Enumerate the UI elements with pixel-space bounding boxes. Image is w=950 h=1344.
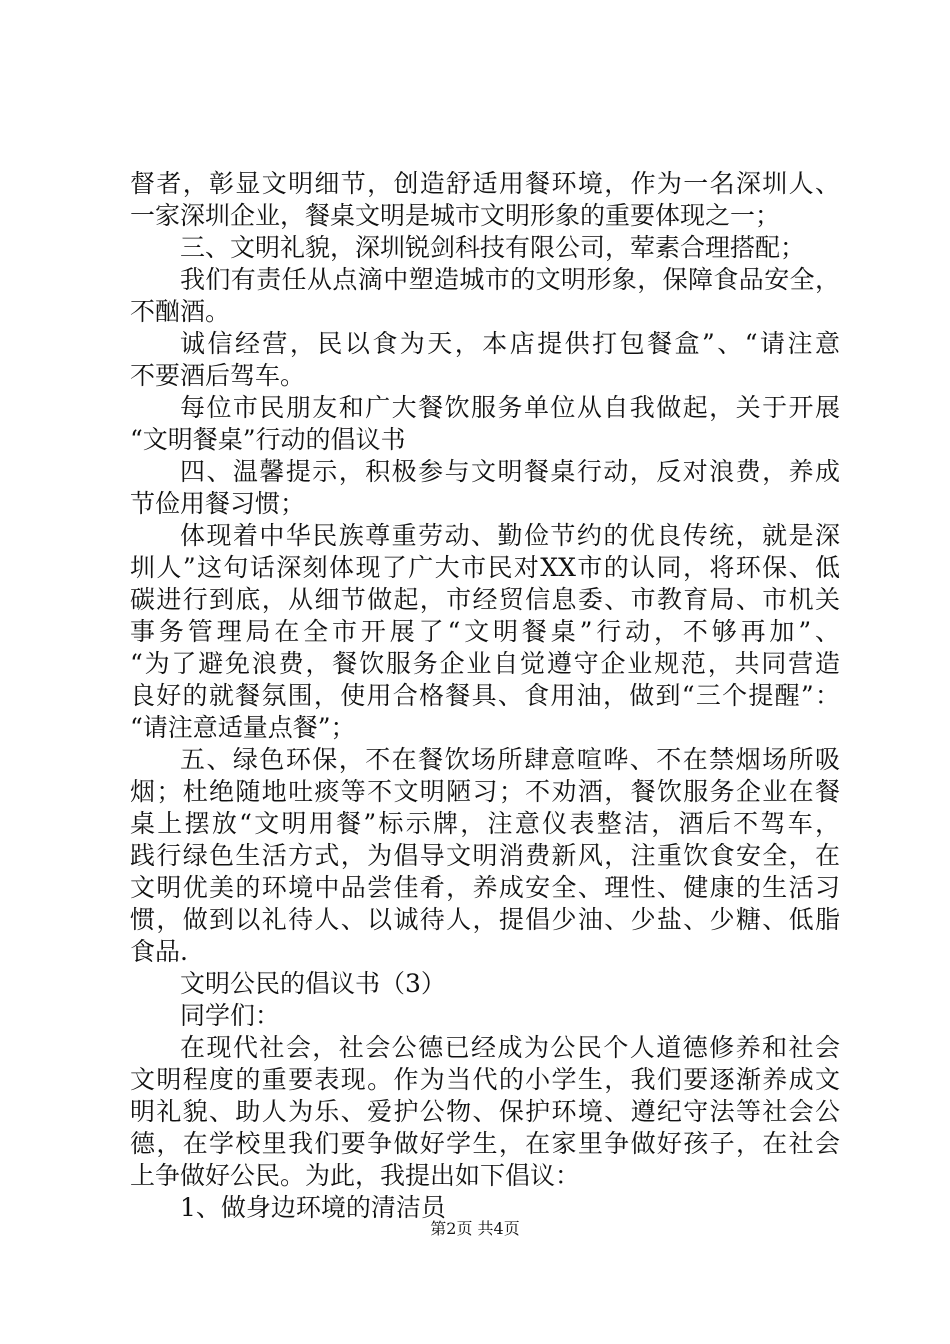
page-number-footer: 第2页 共4页 <box>430 1219 520 1238</box>
text-line: 明礼貌、助人为乐、爱护公物、保护环境、遵纪守法等社会公 <box>130 1097 840 1126</box>
text-line: 惯，做到以礼待人、以诚待人，提倡少油、少盐、少糖、低脂 <box>130 905 840 934</box>
text-line: 良好的就餐氛围，使用合格餐具、食用油，做到“三个提醒”： <box>130 681 840 710</box>
text-line: 不酗酒。 <box>130 297 231 326</box>
text-line: 不要酒后驾车。 <box>130 361 306 390</box>
text-line: 食品. <box>130 937 188 966</box>
section-heading: 文明公民的倡议书（3） <box>180 969 446 998</box>
text-line: 烟；杜绝随地吐痰等不文明陋习；不劝酒，餐饮服务企业在餐 <box>130 777 840 806</box>
text-line: 每位市民朋友和广大餐饮服务单位从自我做起，关于开展 <box>180 393 840 422</box>
list-item: 1、做身边环境的清洁员 <box>180 1193 446 1222</box>
text-line: 四、温馨提示，积极参与文明餐桌行动，反对浪费，养成 <box>180 457 840 486</box>
text-line: 上争做好公民。为此，我提出如下倡议： <box>130 1161 581 1190</box>
text-line: 督者，彰显文明细节，创造舒适用餐环境，作为一名深圳人、 <box>130 169 840 198</box>
document-body <box>130 168 840 1224</box>
text-line: “为了避免浪费，餐饮服务企业自觉遵守企业规范，共同营造 <box>130 649 840 678</box>
text-line: “文明餐桌”行动的倡议书 <box>130 425 406 454</box>
text-line: 三、文明礼貌，深圳锐剑科技有限公司，荤素合理搭配； <box>180 233 806 262</box>
text-line: 一家深圳企业，餐桌文明是城市文明形象的重要体现之一； <box>130 201 781 230</box>
text-line: 在现代社会，社会公德已经成为公民个人道德修养和社会 <box>180 1033 840 1062</box>
text-line: 事务管理局在全市开展了“文明餐桌”行动，不够再加”、 <box>130 617 840 646</box>
text-line: 桌上摆放“文明用餐”标示牌，注意仪表整洁，酒后不驾车， <box>130 809 840 838</box>
text-line: 五、绿色环保，不在餐饮场所肆意喧哗、不在禁烟场所吸 <box>180 745 840 774</box>
text-line: 诚信经营，民以食为天，本店提供打包餐盒”、“请注意 <box>180 329 840 358</box>
text-line: 碳进行到底，从细节做起，市经贸信息委、市教育局、市机关 <box>130 585 840 614</box>
text-line: 节俭用餐习惯； <box>130 489 306 518</box>
salutation: 同学们： <box>180 1001 281 1030</box>
text-line: 践行绿色生活方式，为倡导文明消费新风，注重饮食安全，在 <box>130 841 840 870</box>
text-line: 我们有责任从点滴中塑造城市的文明形象，保障食品安全， <box>180 265 840 294</box>
text-line: 文明优美的环境中品尝佳肴，养成安全、理性、健康的生活习 <box>130 873 840 902</box>
text-line: 德，在学校里我们要争做好学生，在家里争做好孩子，在社会 <box>130 1129 840 1158</box>
text-line: 体现着中华民族尊重劳动、勤俭节约的优良传统，就是深 <box>180 521 840 550</box>
text-line: 圳人”这句话深刻体现了广大市民对XX市的认同，将环保、低 <box>130 553 840 582</box>
text-line: 文明程度的重要表现。作为当代的小学生，我们要逐渐养成文 <box>130 1065 840 1094</box>
text-line: “请注意适量点餐”； <box>130 713 356 742</box>
